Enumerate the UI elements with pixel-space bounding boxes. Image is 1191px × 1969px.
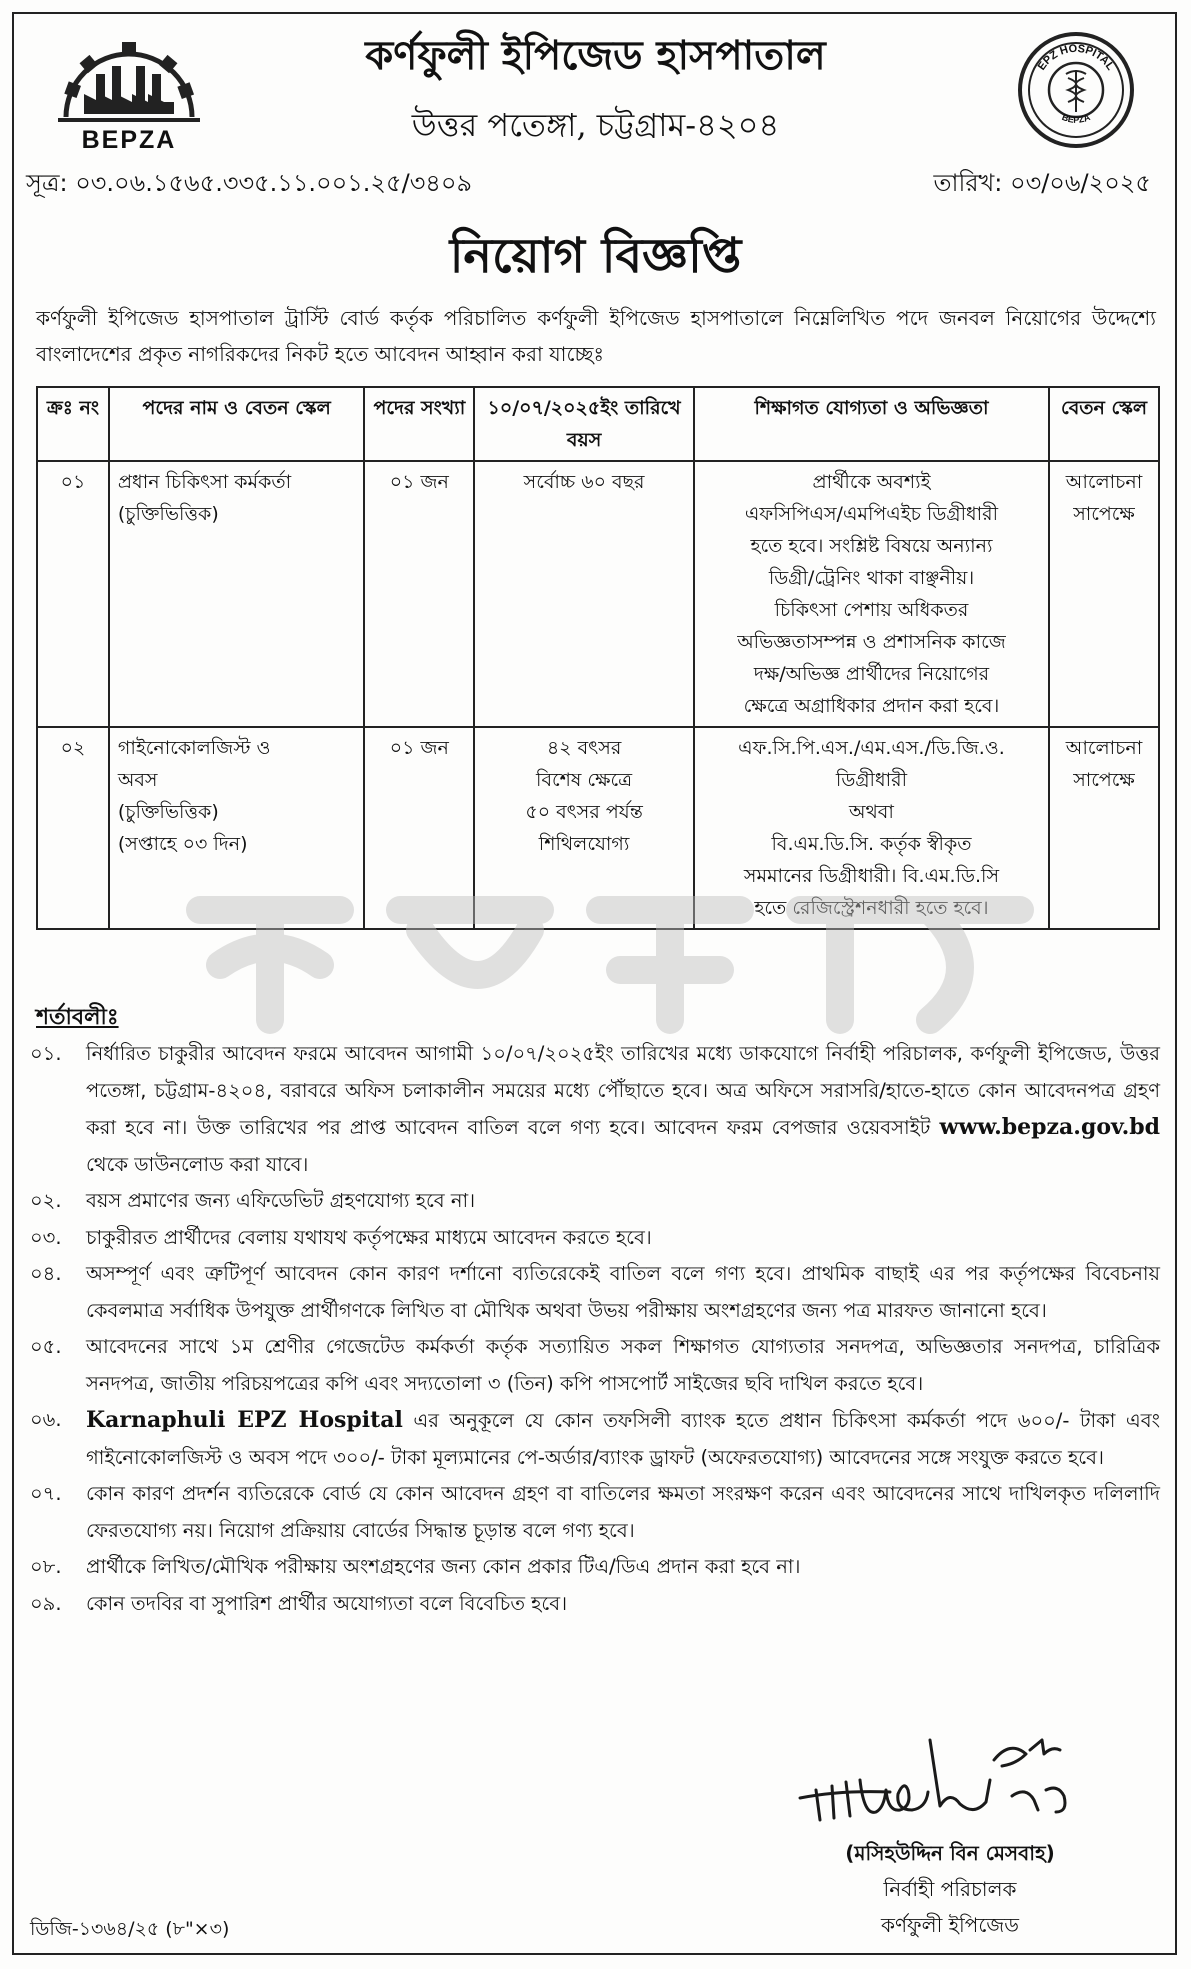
- qual-line: হতে হবে। সংশ্লিষ্ট বিষয়ে অন্যান্য: [750, 535, 993, 557]
- term-number: ০৭.: [30, 1482, 62, 1505]
- qual-line: হতে রেজিস্ট্রেশনধারী হতে হবে।: [754, 897, 989, 919]
- scale-line: আলোচনা: [1065, 737, 1143, 759]
- qual-line: ডিগ্রীধারী: [835, 769, 908, 791]
- seal-bottom-text: BEPZA: [1060, 111, 1092, 125]
- row-post: [109, 727, 365, 929]
- signatory-name: (মসিহউদ্দিন বিন মেসবাহ): [845, 1841, 1055, 1865]
- age-line: ৫০ বৎসর পর্যন্ত: [525, 801, 643, 823]
- row-serial: ০২: [37, 727, 109, 929]
- qual-line: দক্ষ/অভিজ্ঞ প্রার্থীদের নিয়োগের: [753, 663, 990, 685]
- list-item: [30, 1402, 1160, 1476]
- term-number: ০৪.: [30, 1262, 62, 1285]
- scale-line: আলোচনা: [1065, 471, 1143, 493]
- qual-line: এফসিপিএস/এমপিএইচ ডিগ্রীধারী: [744, 503, 999, 525]
- term-text: নির্ধারিত চাকুরীর আবেদন ফরমে আবেদন আগামী ১০/০৭/২০২৫ইং তারিখের মধ্যে ডাকযোগে নির্বাহী পরিচালক, কর্ণফুলী ইপিজেড, উত্তর পতেঙ্গা, চট্টগ্রাম-৪২০৪, বরাবরে অফিস চলাকালীন সময়ের মধ্যে পৌঁছাতে হবে। অত্র অফিসে সরাসরি/হাতে-হাতে কোন আবেদনপত্র গ্রহণ করা হবে না। উক্ত তারিখের পর প্রাপ্ত আবেদন বাতিল বলে গণ্য হবে। আবেদন ফরম বেপজার ওয়েবসাইট: [86, 1042, 1160, 1139]
- term-text: এর অনুকূলে যে কোন তফসিলী ব্যাংক হতে প্রধান চিকিৎসা কর্মকর্তা পদে ৬০০/- টাকা এবং গাইনোকোলজিস্ট ও অবস পদে ৩০০/- টাকা মূল্যমানের পে-অর্ডার/ব্যাংক ড্রাফট (অফেরতযোগ্য) আবেদনের সঙ্গে সংযুক্ত করতে হবে।: [86, 1409, 1160, 1469]
- qual-line: চিকিৎসা পেশায় অধিকতর: [774, 599, 969, 621]
- term-number: ০৮.: [30, 1555, 62, 1578]
- list-item: [30, 1183, 1160, 1220]
- seal-top-text: EPZ HOSPITAL: [1035, 42, 1117, 73]
- list-item: [30, 1036, 1160, 1183]
- post-line: গাইনোকোলজিস্ট ও: [117, 737, 271, 759]
- signatory-designation: নির্বাহী পরিচালক: [883, 1877, 1017, 1901]
- post-line: অবস: [117, 769, 158, 791]
- col-post: পদের নাম ও বেতন স্কেল: [109, 387, 365, 461]
- row-count: ০১ জন: [364, 461, 474, 727]
- term-text: অসম্পূর্ণ এবং ত্রুটিপূর্ণ আবেদন কোন কারণ দর্শানো ব্যতিরেকেই বাতিল বলে গণ্য হবে। প্রাথমিক বাছাই এর পর কর্তৃপক্ষের বিবেচনায় কেবলমাত্র সর্বাধিক উপযুক্ত প্রার্থীগণকে লিখিত বা মৌখিক অথবা উভয় পরীক্ষায় অংশগ্রহণের জন্য পত্র মারফত জানানো হবে।: [86, 1262, 1160, 1322]
- list-item: [30, 1256, 1160, 1329]
- list-item: [30, 1476, 1160, 1549]
- col-scale: বেতন স্কেল: [1049, 387, 1159, 461]
- table-header-row: [37, 387, 1159, 461]
- vacancy-table: [36, 386, 1160, 930]
- col-count: পদের সংখ্যা: [364, 387, 474, 461]
- term-number: ০৬.: [30, 1408, 62, 1431]
- memo-reference: সূত্র: ০৩.০৬.১৫৬৫.৩৩৫.১১.০০১.২৫/৩৪০৯: [26, 169, 473, 197]
- qual-line: ডিগ্রী/ট্রেনিং থাকা বাঞ্ছনীয়।: [768, 567, 975, 589]
- term-number: ০৩.: [30, 1225, 62, 1249]
- qual-line: অভিজ্ঞতাসম্পন্ন ও প্রশাসনিক কাজে: [737, 631, 1006, 653]
- payee-name: Karnaphuli EPZ Hospital: [86, 1407, 403, 1433]
- website-link[interactable]: www.bepza.gov.bd: [939, 1114, 1160, 1140]
- qual-line: ক্ষেত্রে অগ্রাধিকার প্রদান করা হবে।: [743, 695, 1000, 717]
- post-line: (চুক্তিভিত্তিক): [117, 801, 219, 823]
- term-text: বয়স প্রমাণের জন্য এফিডেভিট গ্রহণযোগ্য হবে না।: [86, 1189, 476, 1212]
- term-text-after: থেকে ডাউনলোড করা যাবে।: [86, 1152, 309, 1176]
- post-line: প্রধান চিকিৎসা কর্মকর্তা: [117, 471, 292, 493]
- row-qualification: [694, 727, 1049, 929]
- qual-line: সমমানের ডিগ্রীধারী। বি.এম.ডি.সি: [743, 865, 1000, 887]
- row-qualification: [694, 461, 1049, 727]
- col-qualification: শিক্ষাগত যোগ্যতা ও অভিজ্ঞতা: [694, 387, 1049, 461]
- qual-line: অথবা: [849, 801, 894, 823]
- term-number: ০১.: [30, 1042, 62, 1065]
- term-text: কোন কারণ প্রদর্শন ব্যতিরেকে বোর্ড যে কোন আবেদন গ্রহণ বা বাতিলের ক্ষমতা সংরক্ষণ করেন এবং আবেদনের সাথে দাখিলকৃত দলিলাদি ফেরতযোগ্য নয়। নিয়োগ প্রক্রিয়ায় বোর্ডের সিদ্ধান্ত চূড়ান্ত বলে গণ্য হবে।: [86, 1482, 1160, 1542]
- table-row: [37, 727, 1159, 929]
- signature-mark: [780, 1720, 1100, 1830]
- term-number: ০৯.: [30, 1591, 62, 1615]
- row-serial: ০১: [37, 461, 109, 727]
- qual-line: বি.এম.ডি.সি. কর্তৃক স্বীকৃত: [771, 833, 972, 855]
- qual-line: এফ.সি.পি.এস./এম.এস./ডি.জি.ও.: [738, 737, 1005, 759]
- hospital-address: উত্তর পতেঙ্গা, চট্টগ্রাম-৪২০৪: [411, 106, 780, 144]
- term-number: ০৫.: [30, 1335, 62, 1358]
- signature-block: [790, 1835, 1110, 1943]
- list-item: [30, 1220, 1160, 1257]
- footer-code: ডিজি-১৩৬৪/২৫ (৮"×৩): [30, 1918, 230, 1940]
- terms-list: [30, 1036, 1160, 1622]
- term-number: ০২.: [30, 1189, 62, 1212]
- age-line: বিশেষ ক্ষেত্রে: [536, 769, 633, 791]
- terms-heading: শর্তাবলীঃ: [36, 1005, 119, 1030]
- list-item: [30, 1329, 1160, 1402]
- col-serial: ক্রঃ নং: [37, 387, 109, 461]
- row-scale: [1049, 727, 1159, 929]
- notice-title: নিয়োগ বিজ্ঞপ্তি: [449, 228, 742, 284]
- row-scale: [1049, 461, 1159, 727]
- term-text: প্রার্থীকে লিখিত/মৌখিক পরীক্ষায় অংশগ্রহণের জন্য কোন প্রকার টিএ/ডিএ প্রদান করা হবে না।: [86, 1555, 801, 1578]
- row-post: [109, 461, 365, 727]
- list-item: [30, 1586, 1160, 1623]
- hospital-name: কর্ণফুলী ইপিজেড হাসপাতাল: [365, 32, 826, 79]
- age-line: ৪২ বৎসর: [546, 737, 622, 759]
- notice-intro: কর্ণফুলী ইপিজেড হাসপাতাল ট্রাস্টি বোর্ড কর্তৃক পরিচালিত কর্ণফুলী ইপিজেড হাসপাতালে নিম্নেলিখিত পদে জনবল নিয়োগের উদ্দেশ্যে বাংলাদেশের প্রকৃত নাগরিকদের নিকট হতে আবেদন আহ্বান করা যাচ্ছেঃ: [36, 306, 1156, 366]
- signatory-office: কর্ণফুলী ইপিজেড: [880, 1913, 1020, 1937]
- age-line: শিথিলযোগ্য: [538, 833, 630, 855]
- list-item: [30, 1549, 1160, 1586]
- qual-line: প্রার্থীকে অবশ্যই: [812, 471, 931, 493]
- term-text: চাকুরীরত প্রার্থীদের বেলায় যথাযথ কর্তৃপক্ষের মাধ্যমে আবেদন করতে হবে।: [86, 1225, 652, 1249]
- row-age: [474, 727, 694, 929]
- scale-line: সাপেক্ষে: [1073, 769, 1135, 791]
- term-text: কোন তদবির বা সুপারিশ প্রার্থীর অযোগ্যতা বলে বিবেচিত হবে।: [86, 1591, 568, 1615]
- post-line: (চুক্তিভিত্তিক): [117, 503, 219, 525]
- scale-line: সাপেক্ষে: [1073, 503, 1135, 525]
- memo-date: তারিখ: ০৩/০৬/২০২৫: [933, 169, 1151, 197]
- term-text: আবেদনের সাথে ১ম শ্রেণীর গেজেটেড কর্মকর্তা কর্তৃক সত্যায়িত সকল শিক্ষাগত যোগ্যতার সনদপত্র, অভিজ্ঞতার সনদপত্র, চারিত্রিক সনদপত্র, জাতীয় পরিচয়পত্রের কপি এবং সদ্যতোলা ৩ (তিন) কপি পাসপোর্ট সাইজের ছবি দাখিল করতে হবে।: [86, 1335, 1160, 1395]
- row-age: [474, 461, 694, 727]
- post-line: (সপ্তাহে ০৩ দিন): [117, 833, 248, 855]
- col-age: ১০/০৭/২০২৫ইং তারিখে বয়স: [474, 387, 694, 461]
- logo-text: BEPZA: [81, 126, 177, 154]
- row-count: ০১ জন: [364, 727, 474, 929]
- age-line: সর্বোচ্চ ৬০ বছর: [523, 471, 645, 493]
- table-row: [37, 461, 1159, 727]
